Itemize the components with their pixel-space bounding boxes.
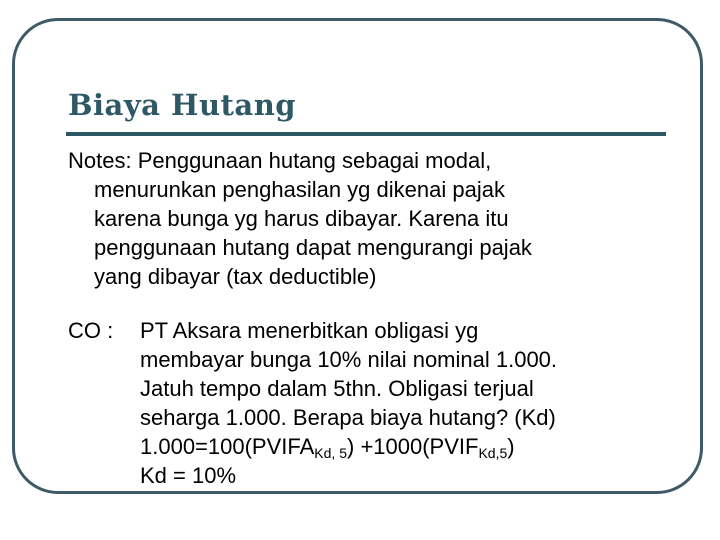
notes-line: penggunaan hutang dapat mengurangi pajak (94, 235, 532, 260)
example-first-row (68, 316, 688, 345)
formula-part: ) +1000(PVIF (347, 434, 479, 459)
notes-line: Notes: Penggunaan hutang sebagai modal, (68, 148, 492, 173)
result-line: Kd = 10% (140, 463, 237, 488)
title-underline (66, 132, 666, 136)
example-paragraph (68, 316, 688, 490)
example-line: membayar bunga 10% nilai nominal 1.000. (140, 347, 558, 372)
formula-line (68, 432, 688, 461)
notes-paragraph (68, 146, 668, 291)
formula-subscript: Kd, 5 (314, 445, 347, 461)
formula-part: ) (507, 434, 515, 459)
example-label: CO : (68, 318, 114, 343)
slide-title: Biaya Hutang (68, 88, 297, 122)
notes-line: menurunkan penghasilan yg dikenai pajak (94, 177, 505, 202)
formula-part: 1.000=100(PVIFA (140, 434, 315, 459)
notes-line: karena bunga yg harus dibayar. Karena itu (94, 206, 509, 231)
example-line: PT Aksara menerbitkan obligasi yg (140, 318, 479, 343)
example-line: seharga 1.000. Berapa biaya hutang? (Kd) (140, 405, 556, 430)
notes-line: yang dibayar (tax deductible) (94, 264, 377, 289)
formula-subscript: Kd,5 (478, 445, 508, 461)
example-line: Jatuh tempo dalam 5thn. Obligasi terjual (140, 376, 534, 401)
